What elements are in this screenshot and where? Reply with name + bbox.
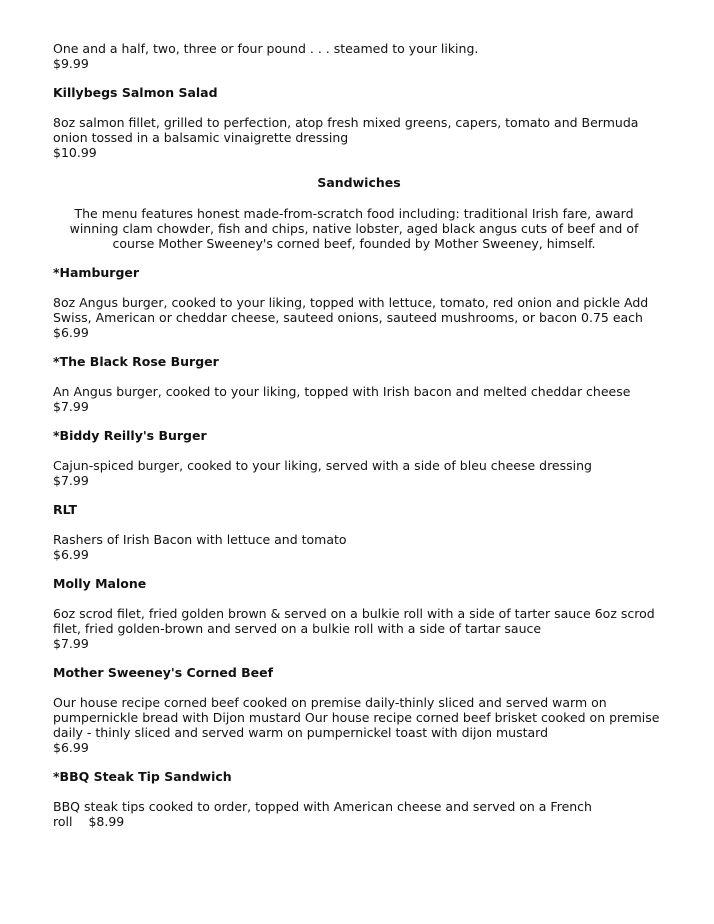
item-name: *The Black Rose Burger: [53, 354, 219, 369]
menu-item: [53, 85, 665, 160]
item-description: Cajun-spiced burger, cooked to your liking, served with a side of bleu cheese dressing: [53, 458, 592, 473]
item-price: $6.99: [53, 547, 89, 562]
item-description: BBQ steak tips cooked to order, topped with American cheese and served on a French roll: [53, 799, 592, 829]
item-price: $10.99: [53, 145, 97, 160]
item-price: $6.99: [53, 740, 89, 755]
item-name: *Hamburger: [53, 265, 140, 280]
section-intro: The menu features honest made-from-scratch food including: traditional Irish fare, award winning clam chowder, fish and chips, native lobster, aged black angus cuts of beef and of course Mother Sweeney's corned beef, founded by Mother Sweeney, himself.: [69, 206, 639, 251]
item-description: Our house recipe corned beef cooked on premise daily-thinly sliced and served warm on pumpernickle bread with Dijon mustard Our house recipe corned beef brisket cooked on premise daily - thinly sliced and served warm on pumpernickel toast with dijon mustard: [53, 695, 660, 740]
menu-item: [53, 502, 665, 562]
menu-item: [53, 265, 665, 340]
item-name: Molly Malone: [53, 576, 147, 591]
item-price: $7.99: [53, 473, 89, 488]
item-name: *BBQ Steak Tip Sandwich: [53, 769, 232, 784]
item-description: 6oz scrod filet, fried golden brown & served on a bulkie roll with a side of tarter sauce 6oz scrod filet, fried golden-brown and served on a bulkie roll with a side of tartar sauce: [53, 606, 655, 636]
item-price: $6.99: [53, 325, 89, 340]
item-description: An Angus burger, cooked to your liking, topped with Irish bacon and melted cheddar cheese: [53, 384, 631, 399]
item-description: One and a half, two, three or four pound . . . steamed to your liking.: [53, 41, 479, 56]
item-name: RLT: [53, 502, 78, 517]
item-description: 8oz salmon fillet, grilled to perfection, atop fresh mixed greens, capers, tomato and Bermuda onion tossed in a balsamic vinaigrette dressing: [53, 115, 639, 145]
menu-item: [53, 769, 665, 829]
menu-item: [53, 41, 665, 71]
menu-item: [53, 576, 665, 651]
item-description: Rashers of Irish Bacon with lettuce and tomato: [53, 532, 347, 547]
menu-page: [53, 41, 665, 829]
item-price: $7.99: [53, 399, 89, 414]
item-name: Mother Sweeney's Corned Beef: [53, 665, 274, 680]
menu-item: [53, 665, 665, 755]
item-description: 8oz Angus burger, cooked to your liking, topped with lettuce, tomato, red onion and pickle Add Swiss, American or cheddar cheese, sauteed onions, sauteed mushrooms, or bacon 0.75 each: [53, 295, 649, 325]
item-price: $8.99: [88, 814, 125, 829]
item-name: Killybegs Salmon Salad: [53, 85, 218, 100]
item-description-line: [53, 799, 665, 829]
item-price: $7.99: [53, 636, 89, 651]
menu-item: [53, 354, 665, 414]
section-heading: Sandwiches: [317, 175, 401, 190]
menu-item: [53, 428, 665, 488]
item-name: *Biddy Reilly's Burger: [53, 428, 207, 443]
item-price: $9.99: [53, 56, 89, 71]
